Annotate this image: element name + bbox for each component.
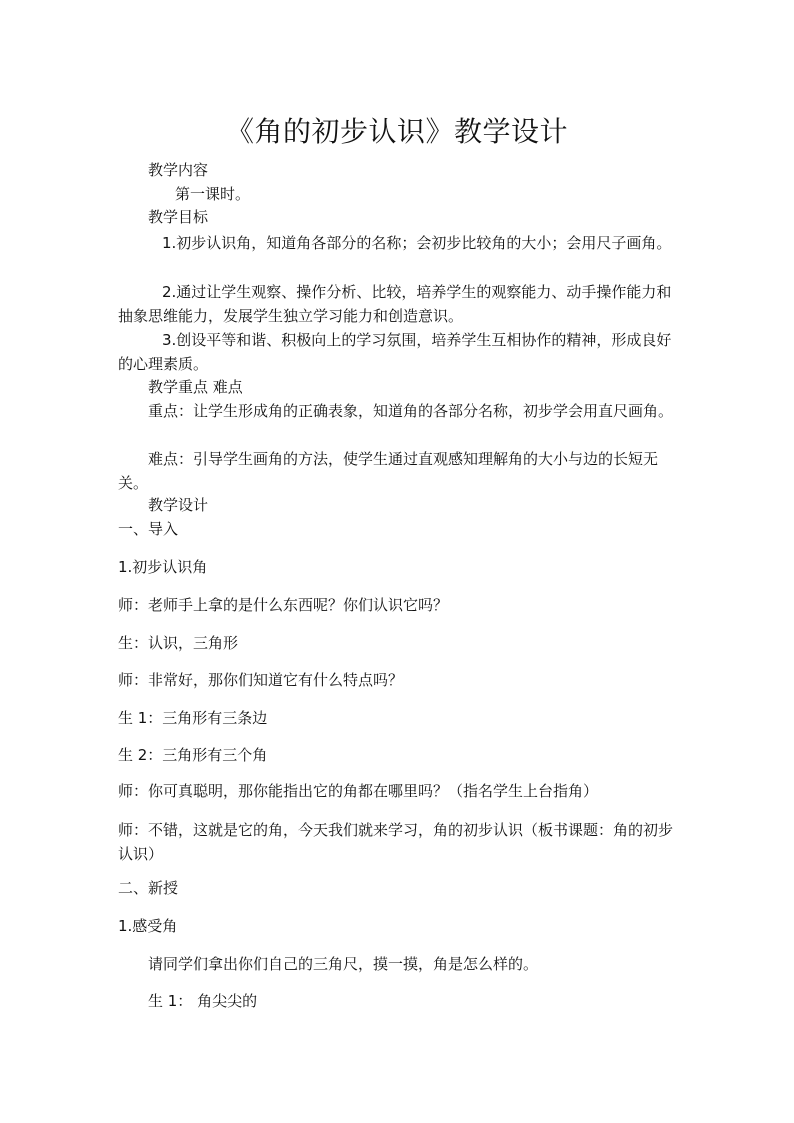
lesson-period: 第一课时。	[175, 185, 251, 203]
dialogue-line: 请同学们拿出你们自己的三角尺，摸一摸，角是怎么样的。	[148, 955, 539, 973]
dialogue-line: 生 2：三角形有三个角	[118, 746, 268, 764]
dialogue-line: 生 1：三角形有三条边	[118, 709, 268, 727]
subheading-first-recognition: 1.初步认识角	[118, 558, 208, 576]
dialogue-line: 师：你可真聪明，那你能指出它的角都在哪里吗？（指名学生上台指角）	[118, 782, 599, 800]
key-point: 重点：让学生形成角的正确表象，知道角的各部分名称，初步学会用直尺画角。	[148, 402, 674, 420]
subheading-feel-angle: 1.感受角	[118, 917, 178, 935]
section-heading-design: 教学设计	[148, 496, 209, 514]
difficulty: 难点：引导学生画角的方法，使学生通过直观感知理解角的大小与边的长短无关。	[118, 450, 659, 492]
document-title: 《角的初步认识》教学设计	[225, 115, 568, 148]
goal-2: 2.通过让学生观察、操作分析、比较，培养学生的观察能力、动手操作能力和抽象思维能力，发展学生独立学习能力和创造意识。	[118, 283, 672, 325]
dialogue-line: 生 1： 角尖尖的	[148, 992, 258, 1010]
section-heading-goals: 教学目标	[148, 208, 209, 226]
dialogue-line: 师：不错，这就是它的角，今天我们就来学习，角的初步认识（板书课题：角的初步认识）	[118, 821, 674, 863]
section-heading-key-points: 教学重点 难点	[148, 378, 243, 396]
section-heading-content: 教学内容	[148, 161, 209, 179]
dialogue-line: 师：老师手上拿的是什么东西呢？你们认识它吗？	[118, 596, 449, 614]
part-heading-new-lesson: 二、新授	[118, 879, 179, 897]
part-heading-intro: 一、导入	[118, 520, 179, 538]
goal-1: 1.初步认识角，知道角各部分的名称；会初步比较角的大小；会用尺子画角。	[162, 234, 672, 252]
dialogue-line: 生：认识，三角形	[118, 634, 239, 652]
goal-3: 3.创设平等和谐、积极向上的学习氛围，培养学生互相协作的精神，形成良好的心理素质。	[118, 331, 672, 373]
dialogue-line: 师：非常好，那你们知道它有什么特点吗？	[118, 671, 404, 689]
